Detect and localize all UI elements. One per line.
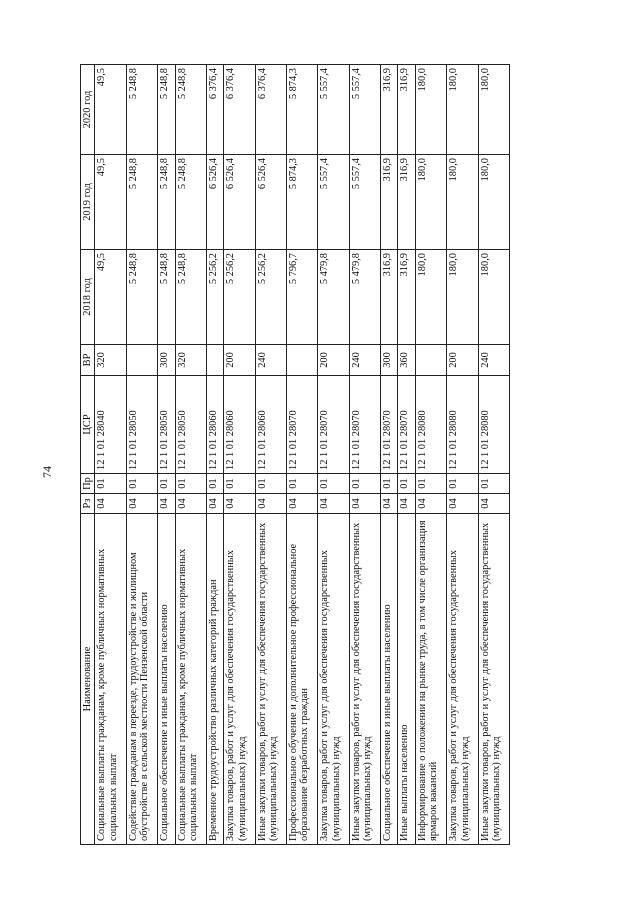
cell-name: Иные закупки товаров, работ и услуг для обеспечения государственных (муниципальных) нужд [478, 514, 509, 845]
cell-2020: 5 248,8 [175, 65, 206, 155]
cell-2019: 5 557,4 [318, 155, 349, 250]
header-pr: Пр [81, 474, 95, 494]
header-name: Наименование [81, 514, 95, 845]
cell-2019: 5 248,8 [158, 155, 175, 250]
cell-2020: 316,9 [381, 65, 398, 155]
cell-pr: 01 [478, 474, 509, 494]
table-row [318, 65, 349, 845]
cell-vr: 320 [175, 345, 206, 376]
table-body [95, 65, 510, 845]
table-row [255, 65, 286, 845]
cell-rz: 04 [349, 494, 380, 514]
cell-2018: 5 479,8 [318, 250, 349, 345]
cell-csr: 12 1 01 28060 [206, 376, 223, 474]
cell-name: Иные закупки товаров, работ и услуг для обеспечения государственных (муниципальных) нужд [349, 514, 380, 845]
cell-2018: 5 248,8 [126, 250, 157, 345]
cell-2020: 5 248,8 [126, 65, 157, 155]
cell-2018: 180,0 [415, 250, 446, 345]
cell-csr: 12 1 01 28050 [126, 376, 157, 474]
cell-2019: 316,9 [398, 155, 415, 250]
cell-name: Содействие гражданам в переезде, трудоустройстве и жилищном обустройстве в сельской местности Пензенской области [126, 514, 157, 845]
cell-csr: 12 1 01 28070 [287, 376, 318, 474]
cell-rz: 04 [255, 494, 286, 514]
cell-2020: 180,0 [478, 65, 509, 155]
cell-2018: 180,0 [478, 250, 509, 345]
cell-pr: 01 [415, 474, 446, 494]
cell-2020: 180,0 [447, 65, 478, 155]
cell-csr: 12 1 01 28070 [318, 376, 349, 474]
cell-rz: 04 [318, 494, 349, 514]
cell-2019: 5 248,8 [126, 155, 157, 250]
cell-rz: 04 [381, 494, 398, 514]
cell-pr: 01 [95, 474, 126, 494]
table-row [175, 65, 206, 845]
cell-2019: 5 874,3 [287, 155, 318, 250]
header-vr: ВР [81, 345, 95, 376]
cell-rz: 04 [398, 494, 415, 514]
cell-rz: 04 [224, 494, 255, 514]
cell-2018: 5 796,7 [287, 250, 318, 345]
cell-2020: 180,0 [415, 65, 446, 155]
cell-vr [206, 345, 223, 376]
cell-2018: 316,9 [398, 250, 415, 345]
cell-vr: 320 [95, 345, 126, 376]
cell-name: Социальные выплаты гражданам, кроме публичных нормативных социальных выплат [95, 514, 126, 845]
cell-pr: 01 [381, 474, 398, 494]
header-csr: ЦСР [81, 376, 95, 474]
table-row [415, 65, 446, 845]
cell-csr: 12 1 01 28080 [447, 376, 478, 474]
cell-rz: 04 [447, 494, 478, 514]
cell-rz: 04 [206, 494, 223, 514]
cell-2019: 6 526,4 [224, 155, 255, 250]
header-2019: 2019 год [81, 155, 95, 250]
cell-2019: 180,0 [447, 155, 478, 250]
cell-csr: 12 1 01 28050 [175, 376, 206, 474]
table-row [398, 65, 415, 845]
cell-vr: 200 [224, 345, 255, 376]
cell-csr: 12 1 01 28060 [255, 376, 286, 474]
cell-2020: 5 557,4 [349, 65, 380, 155]
cell-pr: 01 [398, 474, 415, 494]
cell-vr: 240 [478, 345, 509, 376]
rotated-table-container [80, 65, 510, 845]
cell-2018: 5 479,8 [349, 250, 380, 345]
cell-vr [126, 345, 157, 376]
cell-2018: 5 256,2 [206, 250, 223, 345]
cell-csr: 12 1 01 28040 [95, 376, 126, 474]
table-row [95, 65, 126, 845]
cell-pr: 01 [224, 474, 255, 494]
cell-name: Закупка товаров, работ и услуг для обеспечения государственных (муниципальных) нужд [224, 514, 255, 845]
cell-pr: 01 [447, 474, 478, 494]
cell-vr: 240 [349, 345, 380, 376]
cell-name: Профессиональное обучение и дополнительное профессиональное образование безработных граждан [287, 514, 318, 845]
cell-2019: 6 526,4 [206, 155, 223, 250]
cell-2018: 5 256,2 [255, 250, 286, 345]
cell-name: Иные выплаты населению [398, 514, 415, 845]
cell-vr: 200 [447, 345, 478, 376]
header-2020: 2020 год [81, 65, 95, 155]
cell-2020: 6 376,4 [255, 65, 286, 155]
cell-rz: 04 [287, 494, 318, 514]
cell-rz: 04 [415, 494, 446, 514]
cell-vr [287, 345, 318, 376]
cell-vr: 300 [158, 345, 175, 376]
cell-rz: 04 [175, 494, 206, 514]
cell-csr: 12 1 01 28070 [349, 376, 380, 474]
table-row [287, 65, 318, 845]
cell-pr: 01 [175, 474, 206, 494]
cell-name: Информирование о положении на рынке труда, в том числе организация ярмарок вакансий [415, 514, 446, 845]
cell-name: Закупка товаров, работ и услуг для обеспечения государственных (муниципальных) нужд [318, 514, 349, 845]
cell-csr: 12 1 01 28070 [398, 376, 415, 474]
cell-csr: 12 1 01 28080 [478, 376, 509, 474]
cell-name: Временное трудоустройство различных категорий граждан [206, 514, 223, 845]
cell-2020: 5 874,3 [287, 65, 318, 155]
cell-name: Социальные выплаты гражданам, кроме публичных нормативных социальных выплат [175, 514, 206, 845]
header-rz: Рз [81, 494, 95, 514]
cell-pr: 01 [206, 474, 223, 494]
cell-2019: 316,9 [381, 155, 398, 250]
page-number: 74 [40, 466, 54, 478]
cell-2019: 5 248,8 [175, 155, 206, 250]
cell-2019: 180,0 [478, 155, 509, 250]
cell-vr: 300 [381, 345, 398, 376]
cell-2020: 6 376,4 [224, 65, 255, 155]
cell-2020: 49,5 [95, 65, 126, 155]
cell-name: Социальное обеспечение и иные выплаты населению [158, 514, 175, 845]
cell-2018: 5 248,8 [158, 250, 175, 345]
cell-2018: 5 256,2 [224, 250, 255, 345]
cell-vr: 200 [318, 345, 349, 376]
cell-pr: 01 [287, 474, 318, 494]
cell-pr: 01 [126, 474, 157, 494]
budget-table [80, 64, 510, 845]
cell-vr: 360 [398, 345, 415, 376]
cell-2020: 6 376,4 [206, 65, 223, 155]
cell-pr: 01 [349, 474, 380, 494]
cell-2019: 5 557,4 [349, 155, 380, 250]
cell-csr: 12 1 01 28080 [415, 376, 446, 474]
cell-csr: 12 1 01 28070 [381, 376, 398, 474]
cell-rz: 04 [126, 494, 157, 514]
cell-2018: 180,0 [447, 250, 478, 345]
cell-2019: 6 526,4 [255, 155, 286, 250]
cell-pr: 01 [318, 474, 349, 494]
cell-rz: 04 [95, 494, 126, 514]
cell-vr [415, 345, 446, 376]
table-row [126, 65, 157, 845]
table-row [447, 65, 478, 845]
table-row [478, 65, 509, 845]
cell-name: Социальное обеспечение и иные выплаты населению [381, 514, 398, 845]
table-row [381, 65, 398, 845]
table-row [206, 65, 223, 845]
cell-rz: 04 [158, 494, 175, 514]
table-header-row [81, 65, 95, 845]
header-2018: 2018 год [81, 250, 95, 345]
cell-csr: 12 1 01 28060 [224, 376, 255, 474]
cell-2019: 49,5 [95, 155, 126, 250]
cell-pr: 01 [158, 474, 175, 494]
cell-2019: 180,0 [415, 155, 446, 250]
cell-2020: 316,9 [398, 65, 415, 155]
cell-2018: 316,9 [381, 250, 398, 345]
cell-csr: 12 1 01 28050 [158, 376, 175, 474]
cell-vr: 240 [255, 345, 286, 376]
cell-name: Иные закупки товаров, работ и услуг для обеспечения государственных (муниципальных) нужд [255, 514, 286, 845]
table-row [349, 65, 380, 845]
cell-2018: 49,5 [95, 250, 126, 345]
cell-2020: 5 557,4 [318, 65, 349, 155]
cell-2020: 5 248,8 [158, 65, 175, 155]
cell-pr: 01 [255, 474, 286, 494]
cell-rz: 04 [478, 494, 509, 514]
table-row [158, 65, 175, 845]
table-row [224, 65, 255, 845]
cell-name: Закупка товаров, работ и услуг для обеспечения государственных (муниципальных) нужд [447, 514, 478, 845]
cell-2018: 5 248,8 [175, 250, 206, 345]
